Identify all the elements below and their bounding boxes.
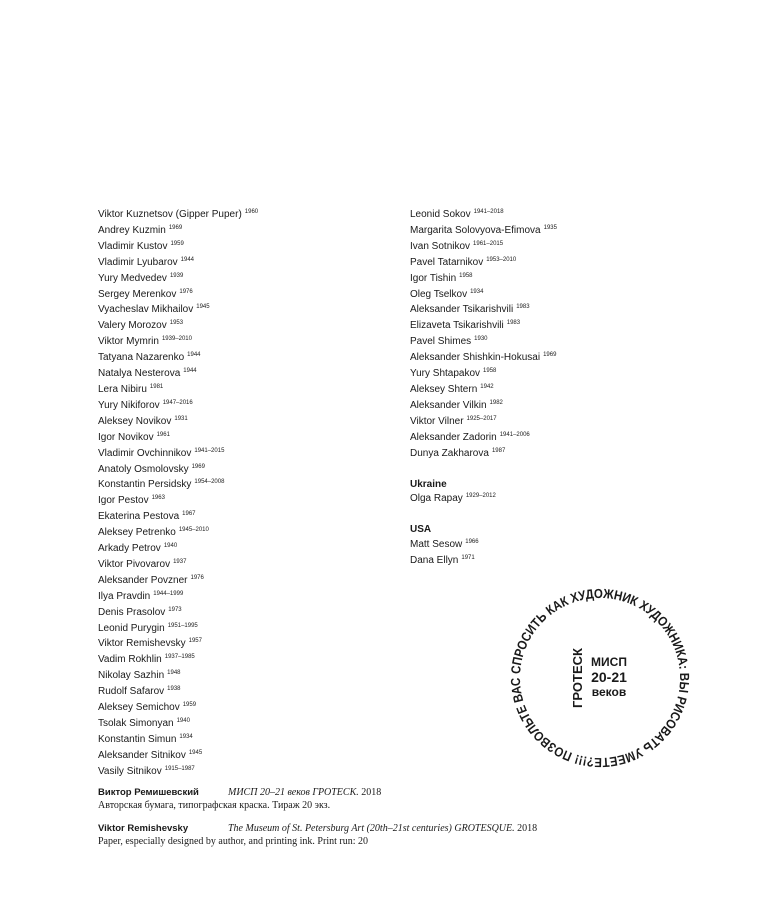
artist-years: 1973 — [168, 606, 182, 613]
artist-entry — [410, 335, 557, 351]
artist-years: 1981 — [149, 383, 164, 390]
artist-years: 1967 — [182, 511, 196, 518]
artist-years: 1954–2008 — [194, 479, 225, 486]
artist-years: 1930 — [474, 336, 488, 343]
artist-years: 1976 — [190, 574, 204, 581]
artist-entry — [98, 701, 258, 717]
artist-name: Dana Ellyn — [410, 555, 459, 567]
artist-name: Denis Prasolov — [98, 606, 166, 618]
artist-name: Aleksander Zadorin — [410, 431, 497, 443]
artist-name: Yury Shtapakov — [410, 368, 481, 380]
artist-entry — [98, 272, 258, 288]
artist-name: Aleksey Shtern — [410, 383, 478, 395]
artist-name: Viktor Mymrin — [98, 336, 159, 348]
artist-name: Natalya Nesterova — [98, 368, 181, 380]
artist-entry — [98, 431, 258, 447]
artist-years: 1941–2006 — [499, 431, 530, 438]
artist-years: 1935 — [543, 224, 557, 231]
artist-entry — [410, 208, 557, 224]
artist-years: 1976 — [179, 288, 193, 295]
artist-entry — [98, 669, 258, 685]
caption-ru-year: 2018 — [361, 787, 382, 798]
artist-name: Igor Tishin — [410, 272, 457, 284]
artist-years: 1939 — [169, 272, 184, 279]
artist-entry — [98, 733, 258, 749]
artist-years: 1940 — [176, 718, 190, 724]
artist-entry — [410, 240, 557, 256]
artist-name: Vladimir Kustov — [98, 240, 168, 252]
artist-name: Viktor Kuznetsov (Gipper Puper) — [98, 209, 242, 220]
artist-years: 1957 — [188, 638, 202, 645]
stamp-ring-text: ПОЗВОЛЬТЕ ВАС СПРОСИТЬ КАК ХУДОЖНИК ХУДОЖНИКА: ВЫ РИСОВАТЬ УМЕЕТЕ?!!! — [507, 585, 693, 771]
artist-entry — [98, 717, 258, 733]
artist-years: 1944–1999 — [153, 590, 184, 597]
artist-name: Anatoly Osmolovsky — [98, 463, 189, 475]
artist-entry — [410, 224, 557, 240]
artist-name: Yury Nikiforov — [98, 399, 160, 411]
artist-years: 1960 — [244, 209, 259, 215]
stamp-center-grotesk: ГРОТЕСК — [570, 648, 585, 708]
caption-ru-title — [228, 786, 381, 799]
artist-entry — [98, 622, 258, 638]
artist-entry — [410, 272, 557, 288]
artist-name: Konstantin Simun — [98, 733, 177, 745]
artist-entry — [98, 256, 258, 272]
artist-years: 1959 — [170, 240, 184, 247]
artist-entry — [98, 510, 258, 526]
artist-years: 1934 — [179, 733, 193, 740]
artist-years: 1987 — [491, 447, 506, 454]
artist-name: Igor Pestov — [98, 495, 149, 507]
caption-en-title — [228, 822, 537, 835]
artist-entry — [98, 351, 258, 367]
artist-name: Aleksander Sitnikov — [98, 749, 186, 761]
artist-entry — [98, 335, 258, 351]
artist-entry — [410, 492, 557, 508]
artist-name: Vladimir Ovchinnikov — [98, 447, 192, 459]
artist-name: Aleksander Vilkin — [410, 399, 487, 411]
artist-entry — [98, 765, 258, 781]
artist-name: Vladimir Lyubarov — [98, 256, 178, 268]
artist-years: 1931 — [174, 415, 188, 422]
artist-entry — [98, 590, 258, 606]
artist-years: 1958 — [459, 272, 473, 279]
artist-name: Dunya Zakharova — [410, 447, 489, 459]
artist-name: Ivan Sotnikov — [410, 240, 471, 252]
caption-ru-description: Авторская бумага, типографская краска. Тираж 20 экз. — [98, 800, 331, 811]
artist-years: 1925–2017 — [466, 415, 497, 422]
artist-entry — [410, 351, 557, 367]
artist-entry — [98, 494, 258, 510]
artist-years: 1961 — [156, 431, 170, 438]
stamp-center-years: 20-21 — [591, 669, 627, 685]
artist-entry — [410, 431, 557, 447]
artist-entry — [98, 637, 258, 653]
artist-entry — [98, 478, 258, 494]
artist-years: 1945 — [196, 304, 210, 311]
artist-name: Leonid Sokov — [410, 209, 471, 220]
artist-years: 1971 — [461, 555, 475, 562]
artist-entry — [98, 653, 258, 669]
caption-en-year: 2018 — [517, 823, 538, 834]
artist-years: 1963 — [151, 495, 165, 502]
artist-years: 1983 — [506, 320, 521, 327]
artist-entry — [98, 542, 258, 558]
artist-entry — [98, 447, 258, 463]
artist-entry — [98, 749, 258, 765]
caption-ru-author: Виктор Ремишевский — [98, 787, 199, 798]
artist-entry — [98, 558, 258, 574]
artist-list-right — [410, 208, 557, 570]
artist-name: Viktor Remishevsky — [98, 638, 186, 650]
artist-years: 1934 — [470, 288, 484, 295]
artist-years: 1951–1995 — [167, 622, 198, 629]
artist-name: Valery Morozov — [98, 320, 167, 332]
artist-name: Matt Sesow — [410, 539, 463, 551]
artist-name: Oleg Tselkov — [410, 288, 468, 300]
country-heading-ukraine: Ukraine — [410, 478, 447, 490]
artist-years: 1940 — [163, 543, 178, 550]
artist-entry — [98, 463, 258, 479]
artist-years: 1953–2010 — [486, 256, 517, 263]
artist-years: 1958 — [483, 368, 497, 375]
artist-entry — [98, 208, 258, 224]
artist-name: Aleksander Shishkin-Hokusai — [410, 352, 541, 364]
artist-entry — [98, 685, 258, 701]
stamp-center-misp: МИСП — [591, 655, 627, 669]
artist-entry — [98, 319, 258, 335]
artist-entry — [98, 526, 258, 542]
artist-years: 1939–2010 — [161, 336, 192, 343]
artist-entry — [98, 224, 258, 240]
artist-name: Aleksey Petrenko — [98, 527, 176, 539]
artist-entry — [410, 399, 557, 415]
artist-name: Rudolf Safarov — [98, 686, 165, 698]
artist-entry — [98, 303, 258, 319]
artist-list-left — [98, 208, 258, 781]
artist-name: Aleksey Novikov — [98, 415, 172, 427]
artist-years: 1969 — [543, 352, 557, 359]
artist-years: 1961–2015 — [473, 240, 504, 247]
artist-entry — [98, 288, 258, 304]
artist-years: 1953 — [169, 320, 184, 327]
caption-en-description: Paper, especially designed by author, and printing ink. Print run: 20 — [98, 836, 368, 847]
artist-entry — [98, 399, 258, 415]
artist-name: Konstantin Persidsky — [98, 479, 192, 491]
artist-entry — [410, 367, 557, 383]
artist-name: Leonid Purygin — [98, 622, 165, 634]
artist-entry — [98, 367, 258, 383]
artist-list-russia-continued — [410, 208, 557, 463]
artist-years: 1966 — [465, 539, 479, 546]
artist-name: Sergey Merenkov — [98, 288, 177, 300]
artist-years: 1944 — [187, 352, 201, 359]
country-heading-usa: USA — [410, 524, 432, 536]
artist-entry — [98, 383, 258, 399]
artist-entry — [410, 383, 557, 399]
artist-name: Ekaterina Pestova — [98, 511, 180, 523]
artist-entry — [410, 447, 557, 463]
artist-list-usa — [410, 538, 557, 570]
artist-years: 1945 — [188, 749, 203, 756]
artist-name: Aleksander Povzner — [98, 574, 188, 586]
artist-name: Margarita Solovyova-Efimova — [410, 224, 541, 236]
artist-name: Andrey Kuzmin — [98, 224, 166, 236]
artist-entry — [98, 415, 258, 431]
artist-name: Tatyana Nazarenko — [98, 352, 185, 364]
artist-name: Yury Medvedev — [98, 272, 167, 284]
artist-name: Ilya Pravdin — [98, 590, 151, 602]
artist-entry — [410, 256, 557, 272]
artist-name: Vyacheslav Mikhailov — [98, 304, 194, 316]
artist-years: 1982 — [489, 399, 503, 406]
artist-years: 1938 — [167, 686, 181, 693]
artist-name: Viktor Vilner — [410, 415, 464, 427]
artist-years: 1941–2015 — [194, 447, 225, 454]
artist-name: Arkady Petrov — [98, 543, 161, 555]
artist-name: Igor Novikov — [98, 431, 154, 443]
artist-entry — [98, 574, 258, 590]
caption-ru-title-italic: МИСП 20–21 веков ГРОТЕСК. — [228, 787, 359, 798]
artist-years: 1937 — [173, 558, 187, 565]
artist-entry — [410, 303, 557, 319]
artist-name: Nikolay Sazhin — [98, 670, 165, 682]
artist-name: Aleksey Semichov — [98, 702, 180, 714]
artist-years: 1983 — [516, 304, 530, 311]
artist-years: 1929–2012 — [465, 493, 496, 500]
artist-entry — [410, 288, 557, 304]
artist-years: 1941–2018 — [473, 209, 504, 215]
artist-years: 1915–1987 — [164, 765, 195, 772]
caption-en-author: Viktor Remishevsky — [98, 823, 189, 834]
artist-name: Aleksander Tsikarishvili — [410, 304, 514, 316]
artist-years: 1944 — [183, 368, 197, 375]
artist-years: 1945–2010 — [178, 527, 209, 534]
artist-entry — [98, 606, 258, 622]
circular-stamp — [500, 578, 700, 778]
artist-years: 1942 — [480, 383, 494, 390]
artist-name: Olga Rapay — [410, 493, 463, 505]
artist-list-ukraine — [410, 492, 557, 508]
artist-name: Lera Nibiru — [98, 383, 147, 395]
artist-entry — [410, 538, 557, 554]
artist-name: Vasily Sitnikov — [98, 765, 162, 777]
artist-years: 1969 — [191, 463, 205, 470]
artist-name: Pavel Shimes — [410, 336, 472, 348]
stamp-center-vekov: веков — [591, 685, 627, 699]
artist-entry — [98, 240, 258, 256]
artist-years: 1937–1985 — [164, 654, 195, 661]
artist-entry — [410, 415, 557, 431]
artist-name: Vadim Rokhlin — [98, 654, 162, 666]
artist-name: Tsolak Simonyan — [98, 718, 174, 729]
artist-entry — [410, 554, 557, 570]
artist-years: 1969 — [168, 224, 183, 231]
artist-years: 1944 — [180, 256, 195, 263]
artist-name: Viktor Pivovarov — [98, 558, 171, 570]
artist-entry — [410, 319, 557, 335]
artist-years: 1959 — [182, 702, 197, 709]
artist-name: Pavel Tatarnikov — [410, 256, 484, 268]
artist-years: 1947–2016 — [162, 399, 193, 406]
caption-en-title-italic: The Museum of St. Petersburg Art (20th–21st centuries) GROTESQUE. — [228, 823, 515, 834]
artist-years: 1948 — [167, 670, 181, 677]
artist-name: Elizaveta Tsikarishvili — [410, 320, 504, 332]
